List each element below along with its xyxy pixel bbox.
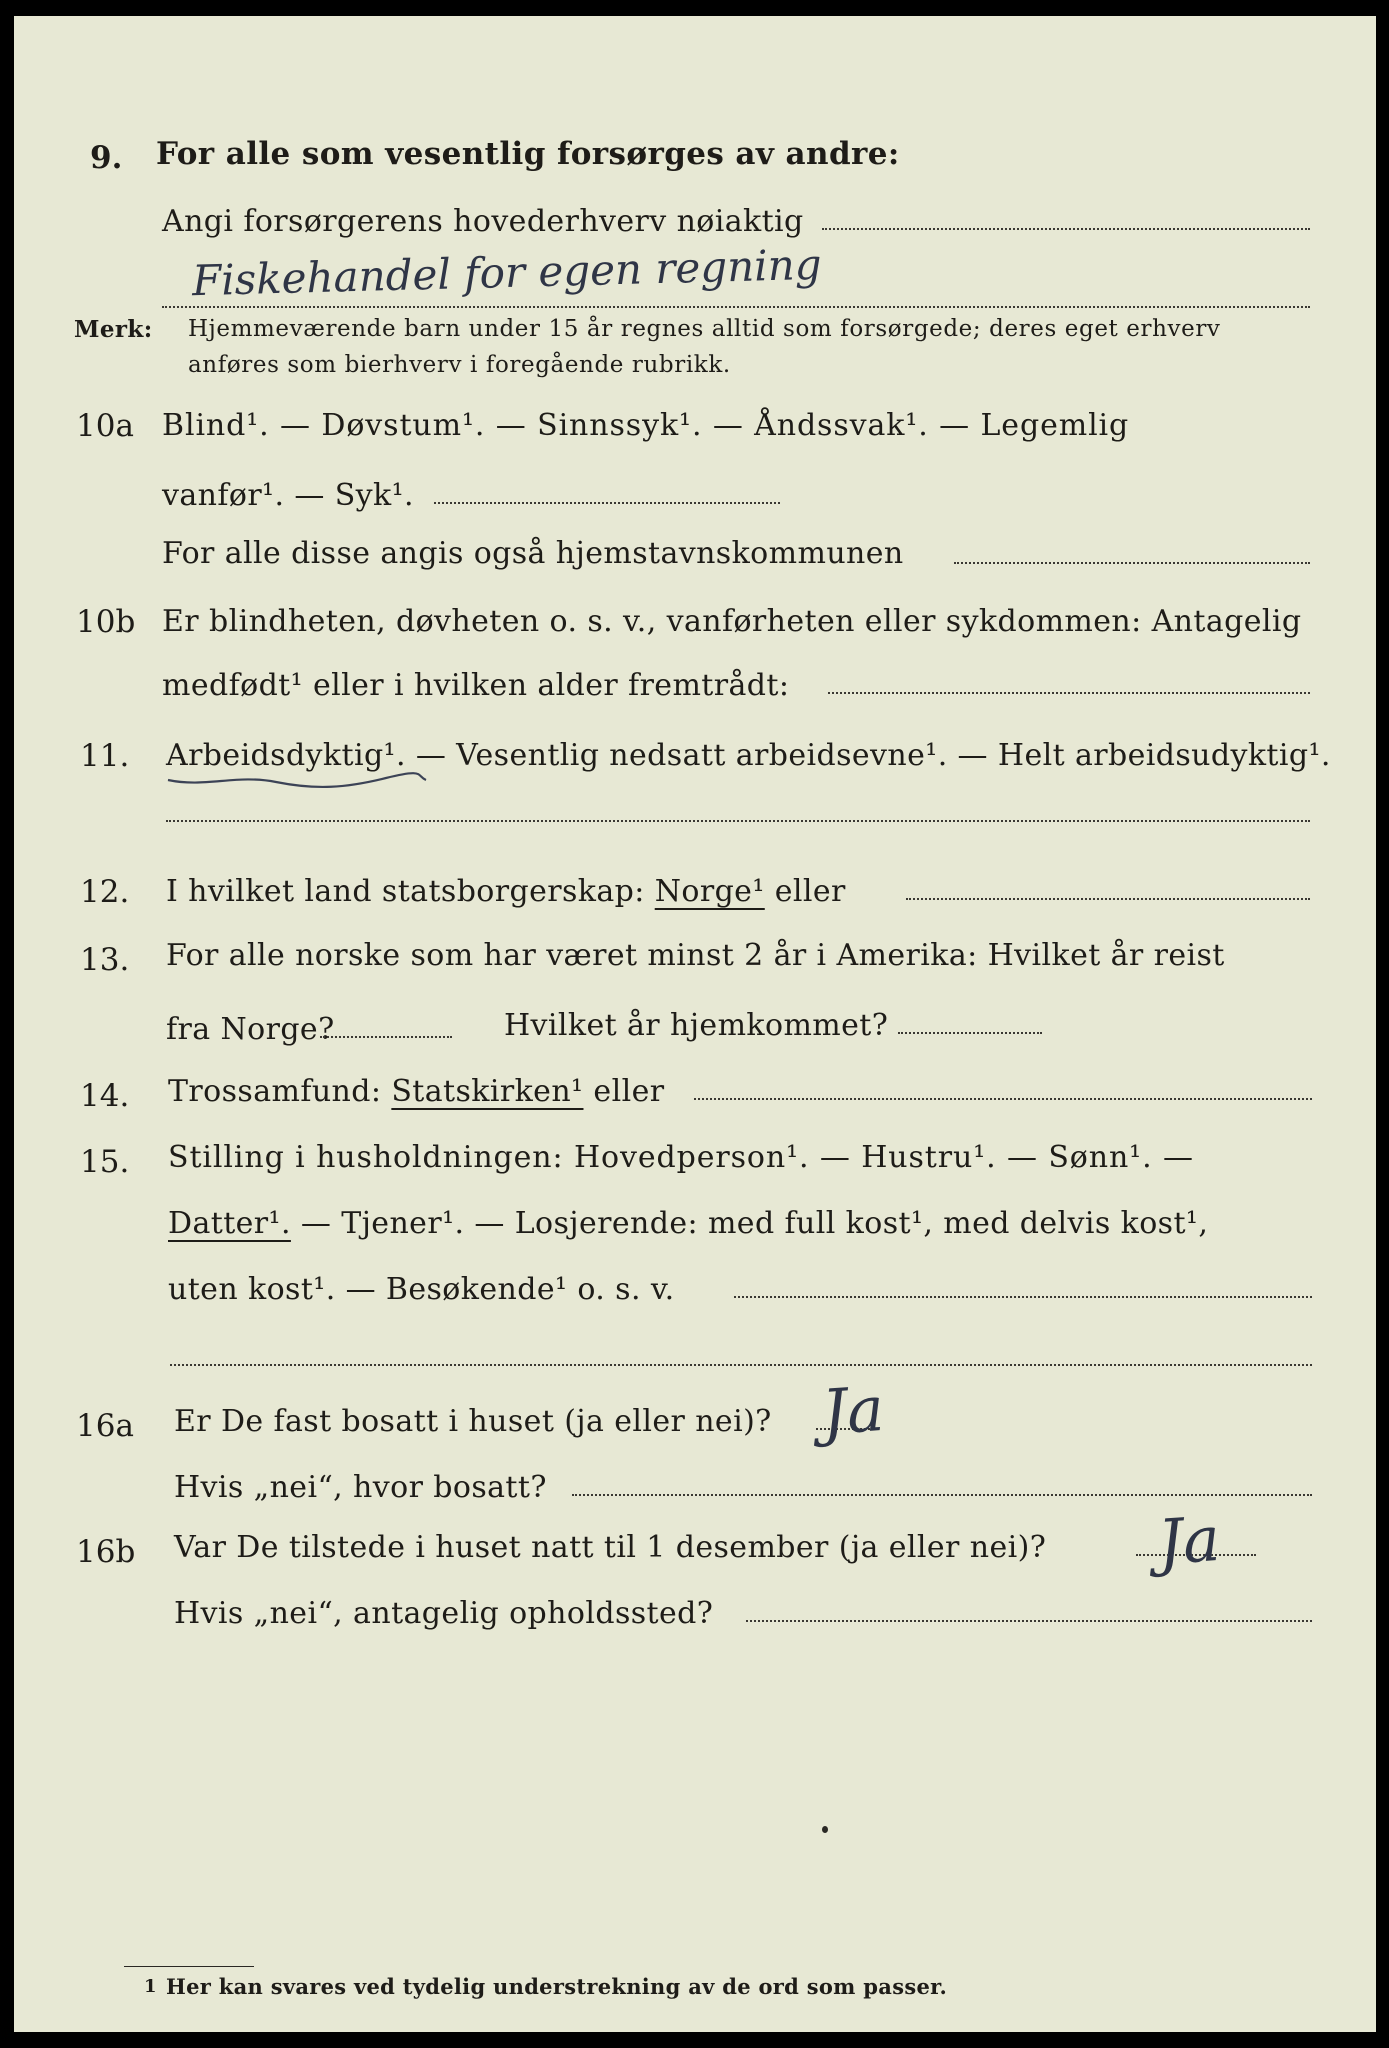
q16a-line-2: Hvis „nei“, hvor bosatt? bbox=[174, 1470, 547, 1505]
q15-option-datter: Datter¹. bbox=[168, 1206, 291, 1241]
q15-number: 15. bbox=[80, 1144, 130, 1180]
q16b-opholdssted-line bbox=[746, 1620, 1312, 1622]
q11-answer-line bbox=[166, 820, 1310, 822]
q10b-answer-line bbox=[828, 692, 1310, 694]
q16b-handwritten-answer: Ja bbox=[1155, 1501, 1223, 1580]
q9-prompt: Angi forsørgerens hovederhverv nøiaktig bbox=[162, 204, 804, 239]
q16b-line-2: Hvis „nei“, antagelig opholdssted? bbox=[174, 1596, 714, 1631]
q11-number: 11. bbox=[80, 738, 130, 774]
q11-pencil-underline bbox=[166, 768, 428, 792]
q12-text: I hvilket land statsborgerskap: bbox=[166, 874, 655, 909]
q13-hjemkommet-line bbox=[898, 1032, 1042, 1034]
merk-line-2: anføres som bierhverv i foregående rubrikk. bbox=[188, 352, 731, 378]
q10a-number: 10a bbox=[76, 408, 134, 444]
q10b-line-1: Er blindheten, døvheten o. s. v., vanførheten eller sykdommen: Antagelig bbox=[162, 604, 1302, 639]
q12-number: 12. bbox=[80, 874, 130, 910]
footnote-rule bbox=[124, 1966, 254, 1967]
q13-line-2a: fra Norge? bbox=[166, 1012, 335, 1047]
q12-option-norge: Norge¹ bbox=[654, 874, 765, 909]
q12-line bbox=[166, 874, 846, 909]
q16a-line-1: Er De fast bosatt i huset (ja eller nei)? bbox=[174, 1404, 772, 1439]
q14-tail: eller bbox=[583, 1074, 665, 1109]
q10a-kommune-line bbox=[954, 562, 1310, 564]
q16b-number: 16b bbox=[76, 1534, 136, 1570]
q9-handwritten-answer: Fiskehandel for egen regning bbox=[191, 239, 823, 306]
q10b-number: 10b bbox=[76, 604, 136, 640]
census-form-page bbox=[14, 16, 1376, 2032]
q12-answer-line bbox=[906, 898, 1310, 900]
q13-line-1: For alle norske som har været minst 2 år i Amerika: Hvilket år reist bbox=[166, 938, 1225, 973]
merk-label: Merk: bbox=[74, 316, 153, 343]
q9-answer-line bbox=[162, 306, 1310, 308]
footnote-text: Her kan svares ved tydelig understrekning av de ord som passer. bbox=[166, 1974, 948, 1999]
q11-option-arbeidsdyktig: Arbeidsdyktig¹. bbox=[166, 738, 406, 773]
q10a-syk-line bbox=[434, 502, 780, 504]
q9-heading: For alle som vesentlig forsørges av andre: bbox=[156, 136, 900, 172]
q16a-number: 16a bbox=[76, 1408, 134, 1444]
q9-number: 9. bbox=[90, 140, 123, 176]
q10b-line-2: medfødt¹ eller i hvilken alder fremtrådt: bbox=[162, 668, 790, 703]
footnote-mark: 1 bbox=[144, 1976, 157, 1997]
q15-line-2-rest: — Tjener¹. — Losjerende: med full kost¹, med delvis kost¹, bbox=[290, 1206, 1209, 1241]
q13-number: 13. bbox=[80, 942, 130, 978]
q15-line-3: uten kost¹. — Besøkende¹ o. s. v. bbox=[168, 1272, 675, 1307]
q15-line-3-fill bbox=[734, 1296, 1312, 1298]
q10a-line-2: vanfør¹. — Syk¹. bbox=[162, 478, 414, 513]
q13-reist-line bbox=[320, 1036, 452, 1038]
q14-answer-line bbox=[694, 1098, 1312, 1100]
merk-line-1: Hjemmeværende barn under 15 år regnes alltid som forsørgede; deres eget erhverv bbox=[188, 316, 1221, 342]
q15-answer-line bbox=[170, 1364, 1312, 1366]
q10a-line-1: Blind¹. — Døvstum¹. — Sinnssyk¹. — Åndssvak¹. — Legemlig bbox=[162, 408, 1130, 443]
q9-prompt-line bbox=[822, 228, 1310, 230]
ink-speck bbox=[822, 1826, 828, 1833]
q14-text: Trossamfund: bbox=[168, 1074, 392, 1109]
q12-tail: eller bbox=[764, 874, 846, 909]
q14-number: 14. bbox=[80, 1078, 130, 1114]
q16a-handwritten-answer: Ja bbox=[819, 1371, 887, 1450]
q13-line-2b: Hvilket år hjemkommet? bbox=[504, 1008, 889, 1043]
q16b-line-1: Var De tilstede i huset natt til 1 desember (ja eller nei)? bbox=[174, 1530, 1047, 1565]
q16a-bosatt-line bbox=[572, 1494, 1312, 1496]
q14-option-statskirken: Statskirken¹ bbox=[391, 1074, 584, 1109]
q11-rest: — Vesentlig nedsatt arbeidsevne¹. — Helt arbeidsudyktig¹. bbox=[405, 738, 1331, 773]
q14-line bbox=[168, 1074, 664, 1109]
q10a-line-3: For alle disse angis også hjemstavnskommunen bbox=[162, 536, 904, 571]
q15-line-1: Stilling i husholdningen: Hovedperson¹. — Hustru¹. — Sønn¹. — bbox=[168, 1140, 1194, 1175]
q15-line-2 bbox=[168, 1206, 1208, 1241]
